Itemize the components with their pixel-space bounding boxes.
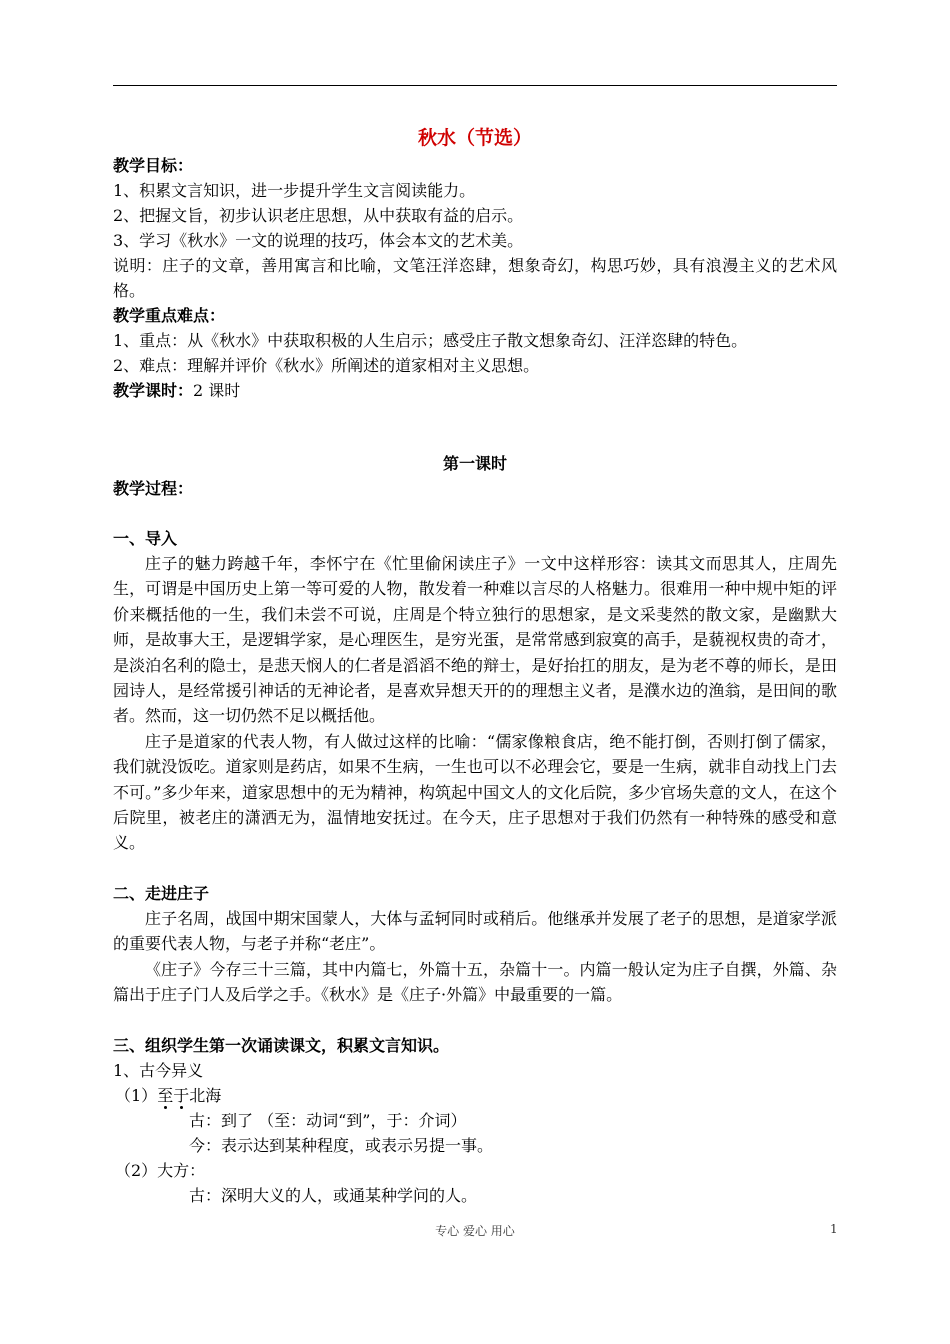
emphasis-char: 至 <box>157 1085 174 1105</box>
hours-value: 2 课时 <box>193 381 241 400</box>
document-body <box>113 125 837 1208</box>
objective-item: 1、积累文言知识，进一步提升学生文言阅读能力。 <box>113 181 476 200</box>
vocab-ancient: 古：深明大义的人，或通某种学问的人。 <box>189 1185 478 1205</box>
footer-text: 专心 爱心 用心 <box>435 1224 515 1238</box>
vocab-ancient: 古：到了 （至：动词“到”，于：介词） <box>189 1110 467 1130</box>
objectives-note: 说明：庄子的文章，善用寓言和比喻，文笔汪洋恣肆，想象奇幻，构思巧妙，具有浪漫主义的艺术风格。 <box>113 256 837 300</box>
emphasis-char: 于 <box>173 1085 190 1105</box>
process-heading: 教学过程： <box>113 479 194 498</box>
vocab-modern: 今：表示达到某种程度，或表示另提一事。 <box>189 1135 494 1155</box>
page-title: 秋水（节选） <box>417 127 532 149</box>
objective-item: 3、学习《秋水》一文的说理的技巧，体会本文的艺术美。 <box>113 231 524 250</box>
vocab-rest: 北海 <box>189 1085 222 1105</box>
vocab-number: （1） <box>115 1085 158 1105</box>
paragraph: 庄子的魅力跨越千年，李怀宁在《忙里偷闲读庄子》一文中这样形容：读其文而思其人，庄周先生，可谓是中国历史上第一等可爱的人物，散发着一种难以言尽的人格魅力。很难用一种中规中矩的评价来概括他的一生，我们未尝不可说，庄周是个特立独行的思想家，是文采斐然的散文家，是幽默大师，是故事大王，是逻辑学家，是心理医生，是穷光蛋，是常常感到寂寞的高手，是藐视权贵的奇才，是淡泊名利的隐士，是悲天悯人的仁者是滔滔不绝的辩士，是好抬扛的朋友，是为老不尊的师长，是田园诗人，是经常援引神话的无神论者，是喜欢异想天开的的理想主义者，是濮水边的渔翁，是田间的歌者。然而，这一切仍然不足以概括他。 <box>113 554 837 726</box>
vocab-item-2: （2）大方： <box>115 1160 206 1180</box>
lesson-title: 第一课时 <box>442 454 507 473</box>
vocab-item-1 <box>113 1083 837 1108</box>
sub-heading: 1、古今异义 <box>113 1060 204 1080</box>
key-points-heading: 教学重点难点： <box>113 306 226 325</box>
paragraph: 《庄子》今存三十三篇，其中内篇七，外篇十五，杂篇十一。内篇一般认定为庄子自撰，外篇、杂篇出于庄子门人及后学之手。《秋水》是《庄子·外篇》中最重要的一篇。 <box>113 959 837 1005</box>
paragraph: 庄子名周，战国中期宋国蒙人，大体与孟轲同时或稍后。他继承并发展了老子的思想，是道家学派的重要代表人物，与老子并称“老庄”。 <box>113 908 837 954</box>
section-heading-zhuangzi: 二、走进庄子 <box>113 883 210 903</box>
objective-item: 2、把握文旨，初步认识老庄思想，从中获取有益的启示。 <box>113 206 524 225</box>
objectives-heading: 教学目标： <box>113 156 194 175</box>
page-number: 1 <box>830 1222 838 1236</box>
section-heading-reading: 三、组织学生第一次诵读课文，积累文言知识。 <box>113 1035 450 1055</box>
key-point-item: 2、难点：理解并评价《秋水》所阐述的道家相对主义思想。 <box>113 356 540 375</box>
section-heading-intro: 一、导入 <box>113 529 178 548</box>
hours-heading: 教学课时： <box>113 381 194 400</box>
paragraph: 庄子是道家的代表人物，有人做过这样的比喻：“儒家像粮食店，绝不能打倒，否则打倒了儒家，我们就没饭吃。道家则是药店，如果不生病，一生也可以不必理会它，要是一生病，就非自动找上门去不可。”多少年来，道家思想中的无为精神，构筑起中国文人的文化后院，多少官场失意的文人，在这个后院里，被老庄的潇洒无为，温情地安抚过。在今天，庄子思想对于我们仍然有一种特殊的感受和意义。 <box>113 731 837 853</box>
hours-line <box>113 378 837 403</box>
key-point-item: 1、重点：从《秋水》中获取积极的人生启示；感受庄子散文想象奇幻、汪洋恣肆的特色。 <box>113 331 748 350</box>
header-rule <box>113 85 837 86</box>
